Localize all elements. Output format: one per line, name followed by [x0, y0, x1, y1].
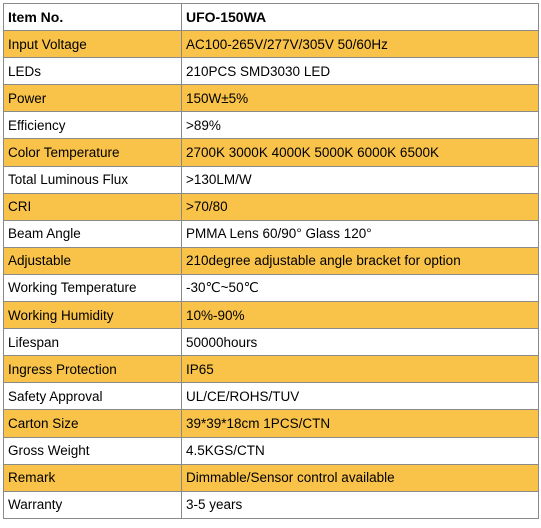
table-row: [4, 112, 539, 139]
header-label: Item No.: [4, 4, 182, 31]
row-label: Working Temperature: [4, 274, 182, 301]
row-value: >130LM/W: [182, 166, 539, 193]
table-row: [4, 437, 539, 464]
row-label: Safety Approval: [4, 383, 182, 410]
row-label: Efficiency: [4, 112, 182, 139]
table-row: [4, 166, 539, 193]
row-value: 4.5KGS/CTN: [182, 437, 539, 464]
row-value: 10%-90%: [182, 302, 539, 329]
table-row: [4, 464, 539, 491]
row-label: CRI: [4, 193, 182, 220]
table-row: [4, 58, 539, 85]
table-row: [4, 383, 539, 410]
row-label: Beam Angle: [4, 220, 182, 247]
table-row: [4, 31, 539, 58]
row-label: Remark: [4, 464, 182, 491]
table-row: [4, 274, 539, 301]
row-label: Gross Weight: [4, 437, 182, 464]
row-value: IP65: [182, 356, 539, 383]
table-row: [4, 491, 539, 518]
table-row: [4, 302, 539, 329]
row-label: Input Voltage: [4, 31, 182, 58]
row-value: >70/80: [182, 193, 539, 220]
table-header-row: [4, 4, 539, 31]
spec-table: [3, 3, 539, 519]
row-label: Lifespan: [4, 329, 182, 356]
row-value: -30℃~50℃: [182, 274, 539, 301]
row-label: Color Temperature: [4, 139, 182, 166]
row-value: 150W±5%: [182, 85, 539, 112]
row-value: AC100-265V/277V/305V 50/60Hz: [182, 31, 539, 58]
row-label: Adjustable: [4, 247, 182, 274]
table-row: [4, 247, 539, 274]
row-value: Dimmable/Sensor control available: [182, 464, 539, 491]
row-label: Carton Size: [4, 410, 182, 437]
row-value: 210PCS SMD3030 LED: [182, 58, 539, 85]
row-value: >89%: [182, 112, 539, 139]
table-row: [4, 410, 539, 437]
row-label: Ingress Protection: [4, 356, 182, 383]
row-value: 210degree adjustable angle bracket for option: [182, 247, 539, 274]
row-label: LEDs: [4, 58, 182, 85]
row-value: 3-5 years: [182, 491, 539, 518]
table-row: [4, 329, 539, 356]
row-value: 50000hours: [182, 329, 539, 356]
row-label: Warranty: [4, 491, 182, 518]
table-row: [4, 356, 539, 383]
row-value: 39*39*18cm 1PCS/CTN: [182, 410, 539, 437]
table-row: [4, 139, 539, 166]
row-label: Power: [4, 85, 182, 112]
row-label: Total Luminous Flux: [4, 166, 182, 193]
row-value: PMMA Lens 60/90° Glass 120°: [182, 220, 539, 247]
table-row: [4, 193, 539, 220]
table-row: [4, 220, 539, 247]
header-value: UFO-150WA: [182, 4, 539, 31]
row-label: Working Humidity: [4, 302, 182, 329]
row-value: 2700K 3000K 4000K 5000K 6000K 6500K: [182, 139, 539, 166]
row-value: UL/CE/ROHS/TUV: [182, 383, 539, 410]
table-row: [4, 85, 539, 112]
